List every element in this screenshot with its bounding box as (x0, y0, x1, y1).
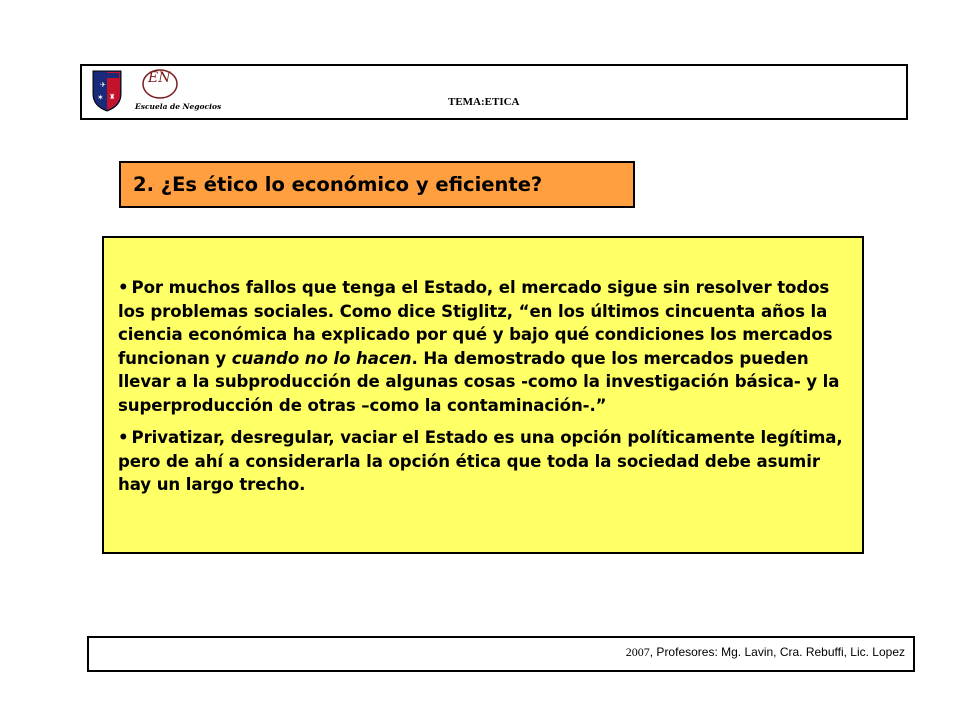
school-crest-icon (92, 70, 122, 112)
section-heading-box (119, 161, 635, 208)
content-box (102, 236, 864, 554)
paragraph-1-italic: cuando no lo hacen (231, 348, 412, 368)
footer-year: 2007 (625, 645, 650, 659)
bullet-icon: • (118, 428, 129, 447)
paragraph-1 (118, 276, 854, 417)
section-heading: 2. ¿Es ético lo económico y eficiente? (133, 173, 543, 196)
school-logo (134, 68, 222, 112)
logo-caption: Escuela de Negocios (135, 102, 222, 111)
paragraph-1-text-a: Por muchos fallos que tenga el Estado, el mercado sigue sin resolver todos los problemas sociales. Como dice Stiglitz, “en los últimos cincuenta años la ciencia económica ha explicado por qué y bajo qué condiciones los mercados funcionan y (118, 278, 833, 368)
content-body (118, 276, 854, 506)
paragraph-2 (118, 426, 854, 497)
svg-text:✈: ✈ (100, 81, 106, 89)
bullet-icon: • (118, 278, 129, 297)
logo-mark: EN (148, 70, 171, 86)
footer-box (87, 636, 915, 672)
header-box (80, 64, 908, 120)
paragraph-1-text-b: . Ha demostrado que los mercados pueden llevar a la subproducción de algunas cosas -como la investigación básica- y la superproducción de otras –como la contaminación-.” (118, 348, 840, 415)
footer-professors: , Profesores: Mg. Lavin, Cra. Rebuffi, Lic. Lopez (649, 645, 905, 659)
paragraph-2-text: Privatizar, desregular, vaciar el Estado es una opción políticamente legítima, pero de ahí a considerarla la opción ética que toda la sociedad debe asumir hay un largo trecho. (118, 428, 843, 494)
svg-text:✶: ✶ (97, 93, 104, 102)
svg-text:♜: ♜ (109, 93, 116, 101)
header-title: TEMA:ETICA (448, 96, 520, 108)
footer-credits (626, 645, 905, 660)
